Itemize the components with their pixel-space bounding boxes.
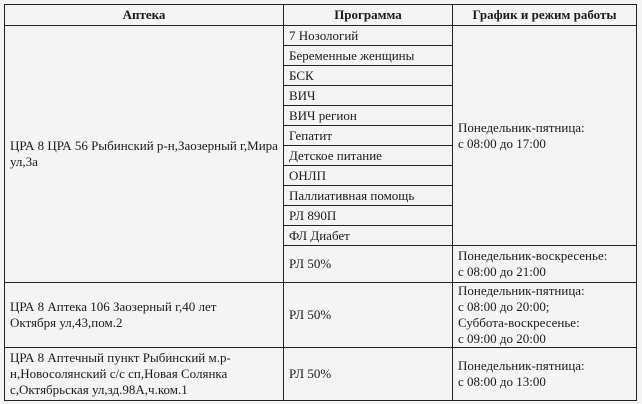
- schedule-cell: Понедельник-пятница: с 08:00 до 20:00; Суббота-воскресенье: с 09:00 до 20:00: [453, 283, 637, 348]
- pharmacy-name: ЦРА 8 Аптечный пункт Рыбинский м.р- н,Новосолянский с/с сп,Новая Солянка с,Октябрьская ул,зд.98А,ч.ком.1: [5, 348, 284, 401]
- program-cell: Паллиативная помощь: [284, 186, 453, 206]
- schedule-cell: Понедельник-пятница: с 08:00 до 17:00: [453, 26, 637, 246]
- program-cell: РЛ 50%: [284, 348, 453, 401]
- program-cell: РЛ 890П: [284, 206, 453, 226]
- pharmacy-table: [4, 4, 637, 401]
- table-header-row: [5, 5, 637, 26]
- table-row: [5, 283, 637, 348]
- schedule-cell: Понедельник-пятница: с 08:00 до 13:00: [453, 348, 637, 401]
- header-pharmacy: Аптека: [5, 5, 284, 26]
- program-cell: БСК: [284, 66, 453, 86]
- program-cell: 7 Нозологий: [284, 26, 453, 46]
- header-program: Программа: [284, 5, 453, 26]
- program-cell: Детское питание: [284, 146, 453, 166]
- schedule-cell: Понедельник-воскресенье: с 08:00 до 21:00: [453, 246, 637, 283]
- program-cell: ВИЧ: [284, 86, 453, 106]
- program-cell: Гепатит: [284, 126, 453, 146]
- program-cell: ОНЛП: [284, 166, 453, 186]
- program-cell: ФЛ Диабет: [284, 226, 453, 246]
- table-row: [5, 348, 637, 401]
- program-cell: РЛ 50%: [284, 246, 453, 283]
- pharmacy-name: ЦРА 8 ЦРА 56 Рыбинский р-н,Заозерный г,Мира ул,3а: [5, 26, 284, 283]
- table-row: [5, 26, 637, 46]
- program-cell: ВИЧ регион: [284, 106, 453, 126]
- pharmacy-name: ЦРА 8 Аптека 106 Заозерный г,40 лет Октября ул,43,пом.2: [5, 283, 284, 348]
- program-cell: РЛ 50%: [284, 283, 453, 348]
- header-schedule: График и режим работы: [453, 5, 637, 26]
- program-cell: Беременные женщины: [284, 46, 453, 66]
